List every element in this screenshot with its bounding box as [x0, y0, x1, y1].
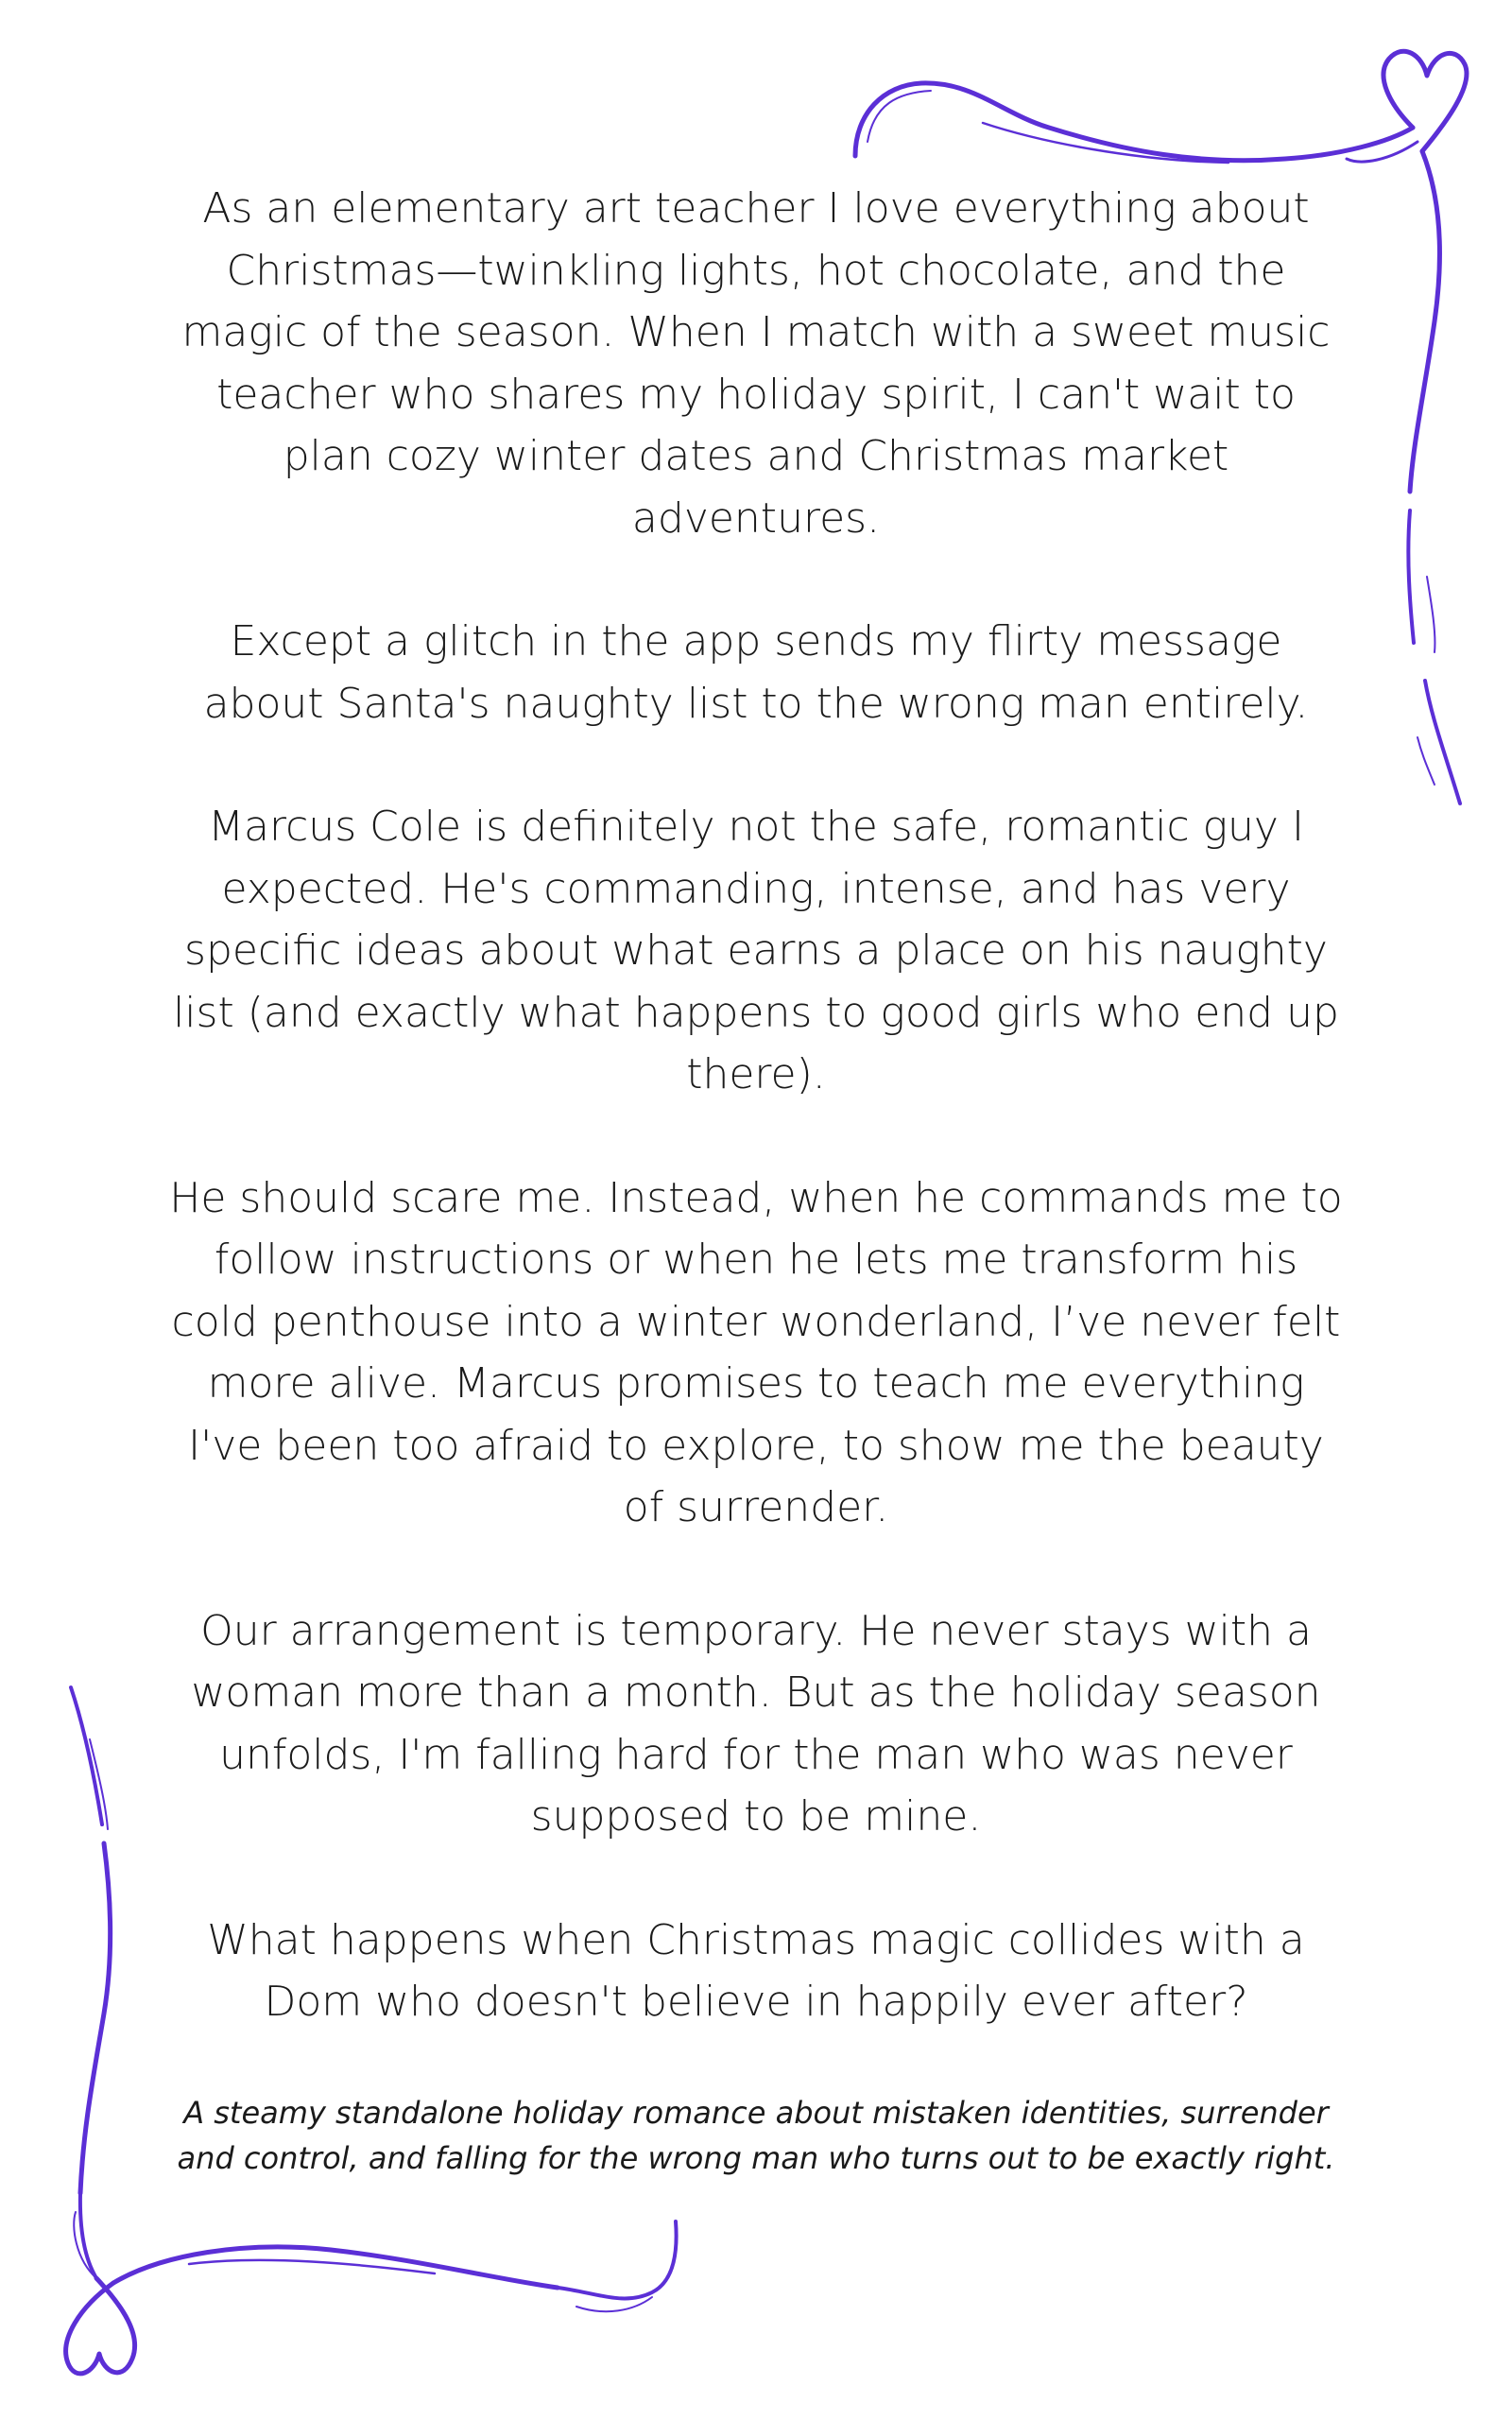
blurb-paragraph-2: Except a glitch in the app sends my flirty message about Santa's naughty list to the wrong man entirely. — [203, 617, 1309, 728]
blurb-paragraph-1: As an elementary art teacher I love everything about Christmas—twinkling lights, hot chocolate, and the magic of the season. When I match with a sweet music teacher who shares my holiday spirit, I can't wait to plan cozy winter dates and Christmas market adventures. — [181, 184, 1331, 543]
blurb-paragraph-6: What happens when Christmas magic collides with a Dom who doesn't believe in happily ever after? — [207, 1915, 1305, 2026]
blurb-paragraph-3: Marcus Cole is definitely not the safe, romantic guy I expected. He's commanding, intense, and has very specific ideas about what earns a place on his naughty list (and exactly what happens to good girls who end up there). — [173, 803, 1339, 1098]
book-blurb — [165, 178, 1347, 2181]
blurb-paragraph-5: Our arrangement is temporary. He never stays with a woman more than a month. But as the holiday season unfolds, I'm falling hard for the man who was never supposed to be mine. — [191, 1606, 1321, 1841]
blurb-tagline: A steamy standalone holiday romance about mistaken identities, surrender and control, and falling for the wrong man who turns out to be exactly right. — [177, 2094, 1335, 2176]
blurb-paragraph-4: He should scare me. Instead, when he commands me to follow instructions or when he lets me transform his cold penthouse into a winter wonderland, I’ve never felt more alive. Marcus promises to teach me everything I've been too afraid to explore, to show me the beauty of surrender. — [169, 1173, 1343, 1531]
